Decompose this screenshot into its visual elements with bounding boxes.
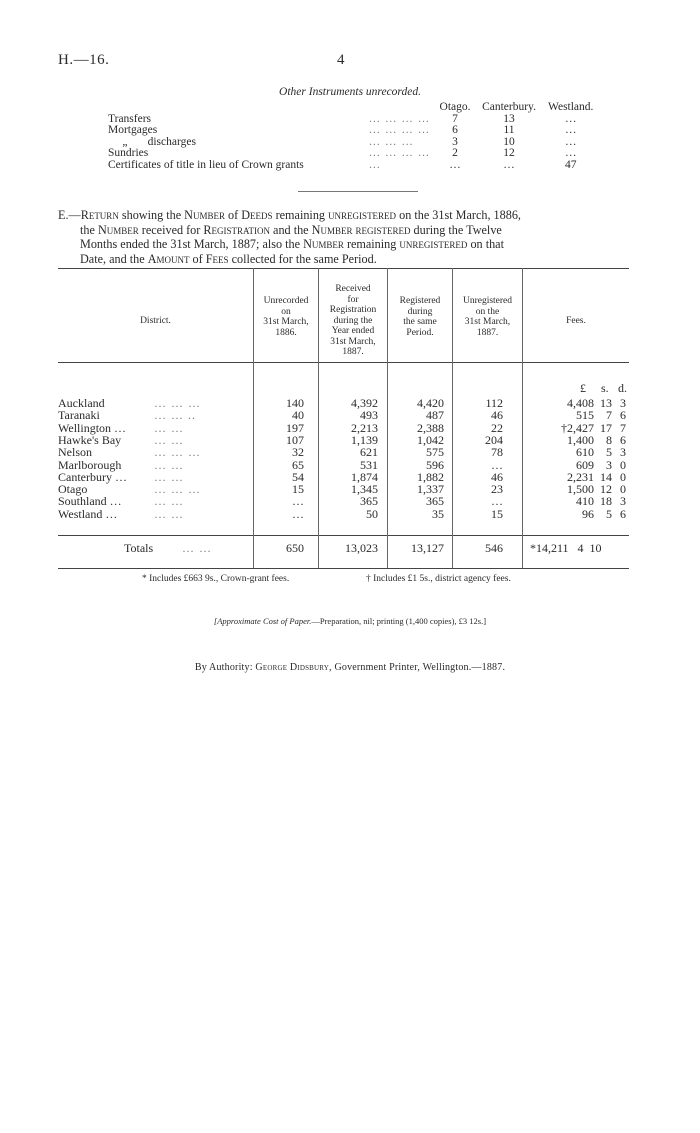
cell-pence: 6: [620, 432, 626, 447]
table-row: [58, 471, 630, 483]
cell-pounds: †2,427: [561, 420, 594, 435]
cell-dots: … … ..: [154, 408, 196, 423]
cell-district: Southland …: [58, 494, 122, 509]
cell-dots: … …: [154, 494, 184, 509]
cell-pence: 3: [620, 494, 626, 509]
cell-dots: … …: [154, 469, 184, 484]
cell-pounds: 610: [576, 445, 594, 460]
printer-imprint: By Authority: George Didsbury, Government Printer, Wellington.—1887.: [194, 662, 506, 673]
footnote-star: * Includes £663 9s., Crown-grant fees.: [142, 574, 290, 584]
cell-unrecorded: 197: [286, 420, 304, 435]
cell-unrecorded: …: [292, 506, 304, 521]
cell-dots: … …: [154, 506, 184, 521]
cell-shillings: 14: [600, 469, 612, 484]
cell-pounds: 1,500: [567, 482, 594, 497]
cell-unregistered: 46: [491, 408, 503, 423]
cell-district: Otago: [58, 482, 88, 497]
cost-note: [Approximate Cost of Paper.—Preparation, nil; printing (1,400 copies), £3 12s.]: [213, 616, 487, 626]
cell-registered: 35: [432, 506, 444, 521]
oi-row: Mortgages … … … … 6 11 …: [108, 124, 577, 136]
cell-pence: 3: [620, 445, 626, 460]
cell-unregistered: 112: [485, 396, 503, 410]
col-westland: Westland.: [548, 101, 594, 113]
section-divider: [298, 191, 418, 192]
cell-shillings: 5: [606, 506, 612, 521]
cell-unregistered: 15: [491, 506, 503, 521]
cell-shillings: 7: [606, 408, 612, 423]
col-canterbury: Canterbury.: [482, 101, 536, 113]
return-heading: E.—Return showing the Number of Deeds remaining unregistered on the 31st March, 1886, the Number received for Registration and the Number registered during the Twelve Months ended the 31st March, 1887; also the Number remaining unregistered on that Date, and the Amount of Fees collected for the same Period.: [58, 208, 521, 266]
cell-district: Nelson: [58, 445, 92, 460]
cell-received: 531: [360, 457, 378, 472]
table-row: [58, 422, 630, 434]
cell-unrecorded: 32: [292, 445, 304, 460]
cell-received: 1,345: [351, 482, 378, 497]
cell-dots: … … …: [154, 396, 201, 410]
oi-row: „ discharges … … … 3 10 …: [108, 135, 577, 148]
cell-received: 1,874: [351, 469, 378, 484]
cell-pence: 6: [620, 408, 626, 423]
cell-unrecorded: 40: [292, 408, 304, 423]
cell-unrecorded: …: [292, 494, 304, 509]
cell-unregistered: 46: [491, 469, 503, 484]
cell-pounds: 96: [582, 506, 594, 521]
cell-pounds: 4,408: [567, 396, 594, 410]
cell-pounds: 1,400: [567, 432, 594, 447]
table-row: [58, 508, 630, 520]
cell-pounds: 515: [576, 408, 594, 423]
cell-unrecorded: 140: [286, 396, 304, 410]
unit-pence: d.: [618, 381, 627, 395]
oi-row: Sundries … … … … 2 12 …: [108, 147, 577, 159]
footnote-dagger: † Includes £1 5s., district agency fees.: [366, 574, 511, 584]
cell-pence: 6: [620, 506, 626, 521]
page-number: 4: [337, 52, 345, 68]
table-body-rule: [58, 535, 629, 536]
other-instruments-title: Other Instruments unrecorded.: [279, 86, 421, 98]
cell-unrecorded: 54: [292, 469, 304, 484]
cell-shillings: 5: [606, 445, 612, 460]
other-instruments-table: [108, 102, 598, 171]
cell-district: Wellington …: [58, 420, 127, 435]
table-top-rule: [58, 268, 629, 269]
oi-row: Transfers … … … … 7 13 …: [108, 112, 577, 125]
cell-unrecorded: 65: [292, 457, 304, 472]
cell-dots: … …: [154, 420, 184, 435]
cell-received: 1,139: [351, 432, 378, 447]
table-row: [58, 483, 630, 495]
cell-received: 621: [360, 445, 378, 460]
cell-registered: 2,388: [417, 420, 444, 435]
cell-shillings: 17: [600, 420, 612, 435]
document-code: H.—16.: [58, 52, 110, 68]
cell-pence: 0: [620, 457, 626, 472]
cell-unrecorded: 15: [292, 482, 304, 497]
table-row: [58, 495, 630, 507]
cell-received: 50: [366, 506, 378, 521]
cell-registered: 1,042: [417, 432, 444, 447]
cell-unregistered: 23: [491, 482, 503, 497]
table-header-rule: [58, 362, 629, 363]
cell-registered: 1,337: [417, 482, 444, 497]
cell-pounds: 609: [576, 457, 594, 472]
cell-pence: 7: [620, 420, 626, 435]
header-district: District.: [140, 316, 171, 326]
cell-unregistered: 78: [491, 445, 503, 460]
cell-pence: 0: [620, 482, 626, 497]
cell-unregistered: …: [491, 494, 503, 509]
oi-row: Certificates of title in lieu of Crown grants … … … 47: [108, 158, 577, 171]
cell-district: Westland …: [58, 506, 118, 521]
header-received: Received for Registration during the Year ended 31st March, 1887.: [329, 284, 377, 357]
totals-row: Totals … … 650 13,023 13,127 546 *14,211 4 10: [124, 541, 602, 555]
cell-dots: … …: [154, 432, 184, 447]
cell-pence: 3: [620, 396, 626, 410]
table-row: [58, 434, 630, 446]
cell-district: Taranaki: [58, 408, 100, 423]
cell-received: 2,213: [351, 420, 378, 435]
cell-unregistered: 204: [485, 432, 503, 447]
cell-district: Marlborough: [58, 457, 122, 472]
header-registered: Registered during the same Period.: [399, 296, 441, 338]
cell-district: Canterbury …: [58, 469, 127, 484]
cell-dots: … …: [154, 457, 184, 472]
table-row: [58, 446, 630, 458]
header-fees: Fees.: [566, 316, 586, 326]
cell-registered: 1,882: [417, 469, 444, 484]
cell-registered: 4,420: [417, 396, 444, 410]
cell-registered: 365: [426, 494, 444, 509]
cell-received: 493: [360, 408, 378, 423]
cell-unrecorded: 107: [286, 432, 304, 447]
cell-shillings: 3: [606, 457, 612, 472]
cell-registered: 575: [426, 445, 444, 460]
cell-pounds: 2,231: [567, 469, 594, 484]
cell-received: 365: [360, 494, 378, 509]
unit-shillings: s.: [601, 381, 609, 395]
cell-registered: 487: [426, 408, 444, 423]
unit-pounds: £: [580, 381, 586, 395]
cell-pence: 0: [620, 469, 626, 484]
cell-district: Hawke's Bay: [58, 432, 122, 447]
col-otago: Otago.: [439, 101, 471, 113]
table-row: [58, 397, 630, 409]
cell-pounds: 410: [576, 494, 594, 509]
header-unregistered: Unregistered on the 31st March, 1887.: [462, 296, 513, 338]
cell-unregistered: …: [491, 457, 503, 472]
header-unrecorded: Unrecorded on 31st March, 1886.: [263, 296, 309, 338]
cell-shillings: 8: [606, 432, 612, 447]
cell-district: Auckland: [58, 396, 105, 410]
cell-shillings: 18: [600, 494, 612, 509]
cell-dots: … … …: [154, 482, 201, 497]
cell-received: 4,392: [351, 396, 378, 410]
cell-unregistered: 22: [491, 420, 503, 435]
table-row: [58, 459, 630, 471]
table-bottom-rule: [58, 568, 629, 569]
cell-dots: … … …: [154, 445, 201, 460]
cell-registered: 596: [426, 457, 444, 472]
table-row: [58, 409, 630, 421]
cell-shillings: 13: [600, 396, 612, 410]
cell-shillings: 12: [600, 482, 612, 497]
